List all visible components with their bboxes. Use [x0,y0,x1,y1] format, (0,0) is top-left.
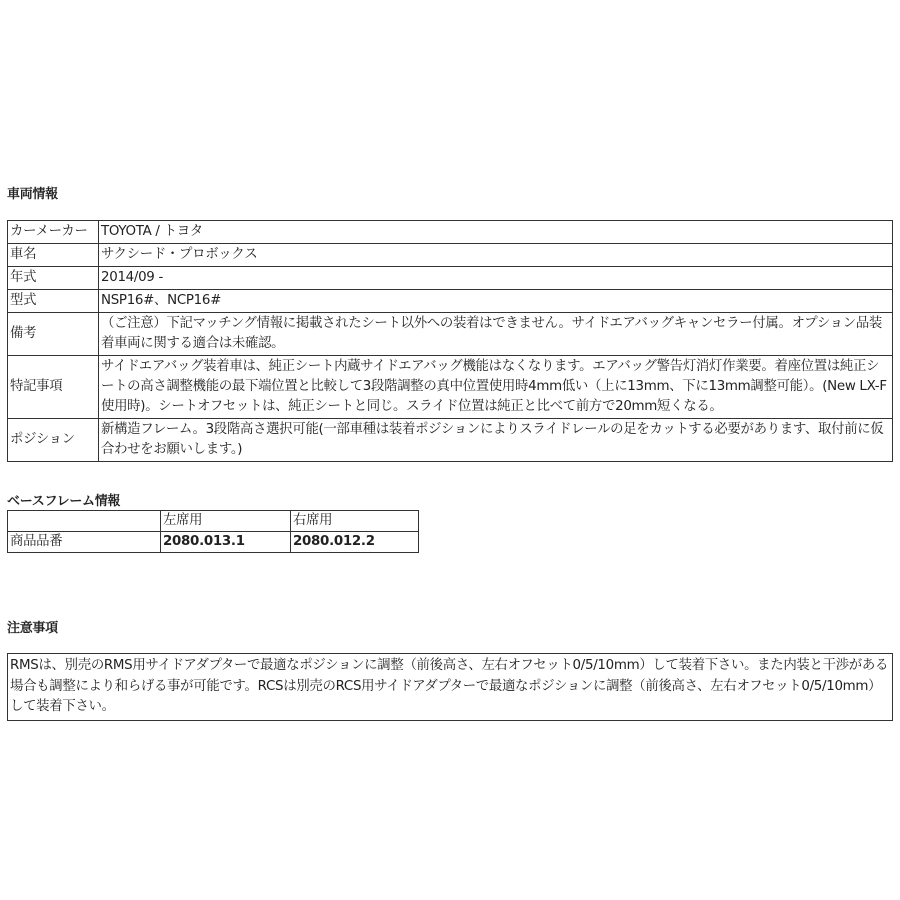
row-value-type: NSP16#、NCP16# [99,290,893,313]
base-frame-heading: ベースフレーム情報 [7,494,121,509]
table-row [8,313,893,356]
row-value-maker: TOYOTA / トヨタ [99,221,893,244]
row-value-remarks: （ご注意）下記マッチング情報に掲載されたシート以外への装着はできません。サイドエアバッグキャンセラー付属。オプション品装着車両に関する適合は未確認。 [99,313,893,356]
table-row [8,532,419,553]
vehicle-info-table [7,220,893,462]
row-value-model-name: サクシード・プロボックス [99,244,893,267]
table-row [8,356,893,419]
notes-text: RMSは、別売のRMS用サイドアダプターで最適なポジションに調整（前後高さ、左右オフセット0/5/10mm）して装着下さい。また内装と干渉がある場合も調整により和らげる事が可能です。RCSは別売のRCS用サイドアダプターで最適なポジションに調整（前後高さ、左右オフセット0/5/10mm）して装着下さい。 [8,654,893,721]
vehicle-info-heading: 車両情報 [7,187,58,202]
row-value-position: 新構造フレーム。3段階高さ選択可能(一部車種は装着ポジションによりスライドレールの足をカットする必要があります、取付前に仮合わせをお願いします。) [99,419,893,462]
header-right-seat: 右席用 [291,511,419,532]
table-row [8,654,893,721]
header-empty-cell [8,511,161,532]
row-label-position: ポジション [8,419,99,462]
table-row [8,511,419,532]
base-frame-table [7,510,419,553]
row-label-maker: カーメーカー [8,221,99,244]
row-label-remarks: 備考 [8,313,99,356]
row-label-special-notes: 特記事項 [8,356,99,419]
row-label-model-name: 車名 [8,244,99,267]
notes-table [7,653,893,721]
part-number-left: 2080.013.1 [161,532,291,553]
table-row [8,267,893,290]
part-number-right: 2080.012.2 [291,532,419,553]
row-label-year: 年式 [8,267,99,290]
row-value-special-notes: サイドエアバッグ装着車は、純正シート内蔵サイドエアバッグ機能はなくなります。エアバッグ警告灯消灯作業要。着座位置は純正シートの高さ調整機能の最下端位置と比較して3段階調整の真中位置使用時4mm低い（上に13mm、下に13mm調整可能）。(New LX-F使用時)。シートオフセットは、純正シートと同じ。スライド位置は純正と比べて前方で20mm短くなる。 [99,356,893,419]
row-label-part-number: 商品品番 [8,532,161,553]
table-row [8,419,893,462]
table-row [8,221,893,244]
row-value-year: 2014/09 - [99,267,893,290]
table-row [8,290,893,313]
notes-heading: 注意事項 [7,621,58,636]
table-row [8,244,893,267]
header-left-seat: 左席用 [161,511,291,532]
row-label-type: 型式 [8,290,99,313]
